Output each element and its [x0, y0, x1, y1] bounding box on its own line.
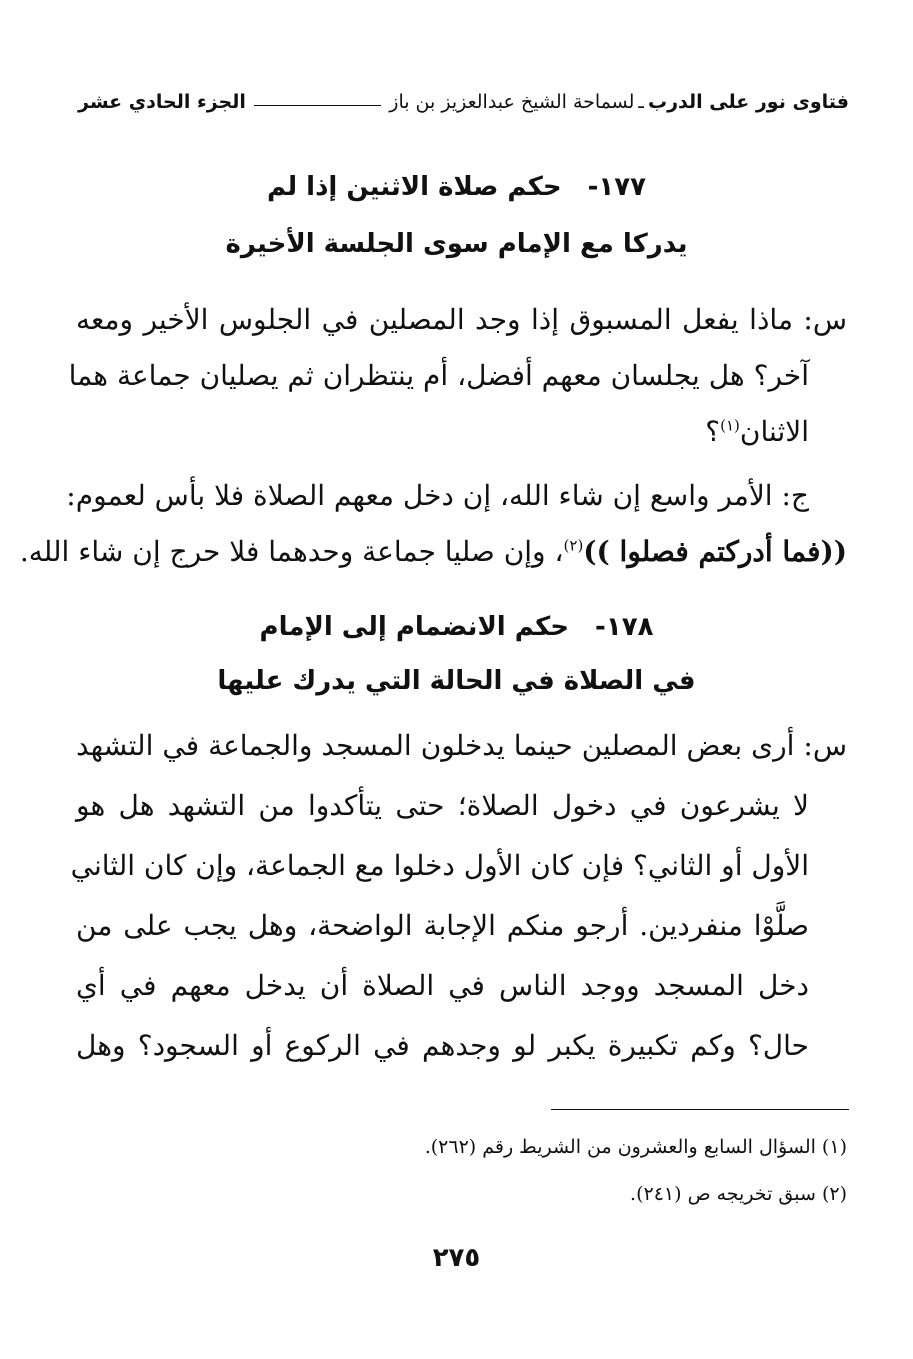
section-title: حكم صلاة الاثنين إذا لم — [266, 172, 562, 202]
hadith-quote: ((فما أدركتم فصلوا )) — [583, 535, 847, 568]
section-178-heading-line1 — [0, 612, 913, 642]
text-line: صلَّوْا منفردين. أرجو منكم الإجابة الواضحة، وهل يجب على من — [76, 909, 809, 942]
section-title-cont: يدركا مع الإمام سوى الجلسة الأخيرة — [225, 229, 688, 259]
author-name: لسماحة الشيخ عبدالعزيز بن باز — [389, 91, 635, 113]
question-178 — [70, 716, 847, 1076]
answer-text: ، وإن صليا جماعة وحدهما فلا حرج إن شاء الله. — [19, 535, 564, 568]
section-177-heading-line1 — [0, 172, 913, 202]
book-title: فتاوى نور على الدرب — [648, 91, 849, 113]
section-178-heading-line2 — [0, 666, 913, 696]
volume-label: الجزء الحادي عشر — [78, 91, 246, 113]
text-line — [19, 524, 847, 580]
header-separator: ـ — [638, 91, 644, 113]
text-line: حال؟ وكم تكبيرة يكبر لو وجدهم في الركوع أو السجود؟ وهل — [76, 1029, 809, 1062]
text-line — [76, 404, 847, 460]
footnote-ref: (٢) — [563, 536, 584, 555]
section-177-heading-line2 — [0, 229, 913, 259]
text-line: آخر؟ هل يجلسان معهم أفضل، أم ينتظران ثم يصليان جماعة هما — [68, 359, 809, 392]
text-line: لا يشرعون في دخول الصلاة؛ حتى يتأكدوا من التشهد هل هو — [76, 789, 809, 822]
footnote-2: (٢) سبق تخريجه ص (٢٤١). — [630, 1183, 847, 1205]
question-177 — [68, 292, 848, 460]
footnote-ref: (١) — [720, 416, 740, 435]
section-title: حكم الانضمام إلى الإمام — [259, 612, 570, 642]
question-mark: ؟ — [705, 415, 721, 448]
question-text: الاثنان — [739, 415, 809, 448]
text-line: س: ماذا يفعل المسبوق إذا وجد المصلين في الجلوس الأخير ومعه — [76, 303, 848, 336]
text-line: الأول أو الثاني؟ فإن كان الأول دخلوا مع الجماعة، وإن كان الثاني — [70, 849, 809, 882]
footnote-rule — [551, 1109, 849, 1110]
footnote-1: (١) السؤال السابع والعشرون من الشريط رقم (٢٦٢). — [424, 1136, 847, 1158]
text-line: س: أرى بعض المصلين حينما يدخلون المسجد والجماعة في التشهد — [76, 729, 847, 762]
answer-177 — [19, 468, 847, 580]
text-line: دخل المسجد ووجد الناس في الصلاة أن يدخل معهم في أي — [76, 969, 809, 1002]
text-line: ج: الأمر واسع إن شاء الله، إن دخل معهم الصلاة فلا بأس لعموم: — [66, 479, 809, 512]
section-title-cont: في الصلاة في الحالة التي يدرك عليها — [217, 666, 696, 696]
running-header — [78, 86, 849, 118]
page-number: ٢٧٥ — [432, 1243, 481, 1273]
section-number: ١٧٨- — [595, 612, 654, 642]
header-rule — [254, 105, 381, 106]
section-number: ١٧٧- — [587, 172, 647, 202]
